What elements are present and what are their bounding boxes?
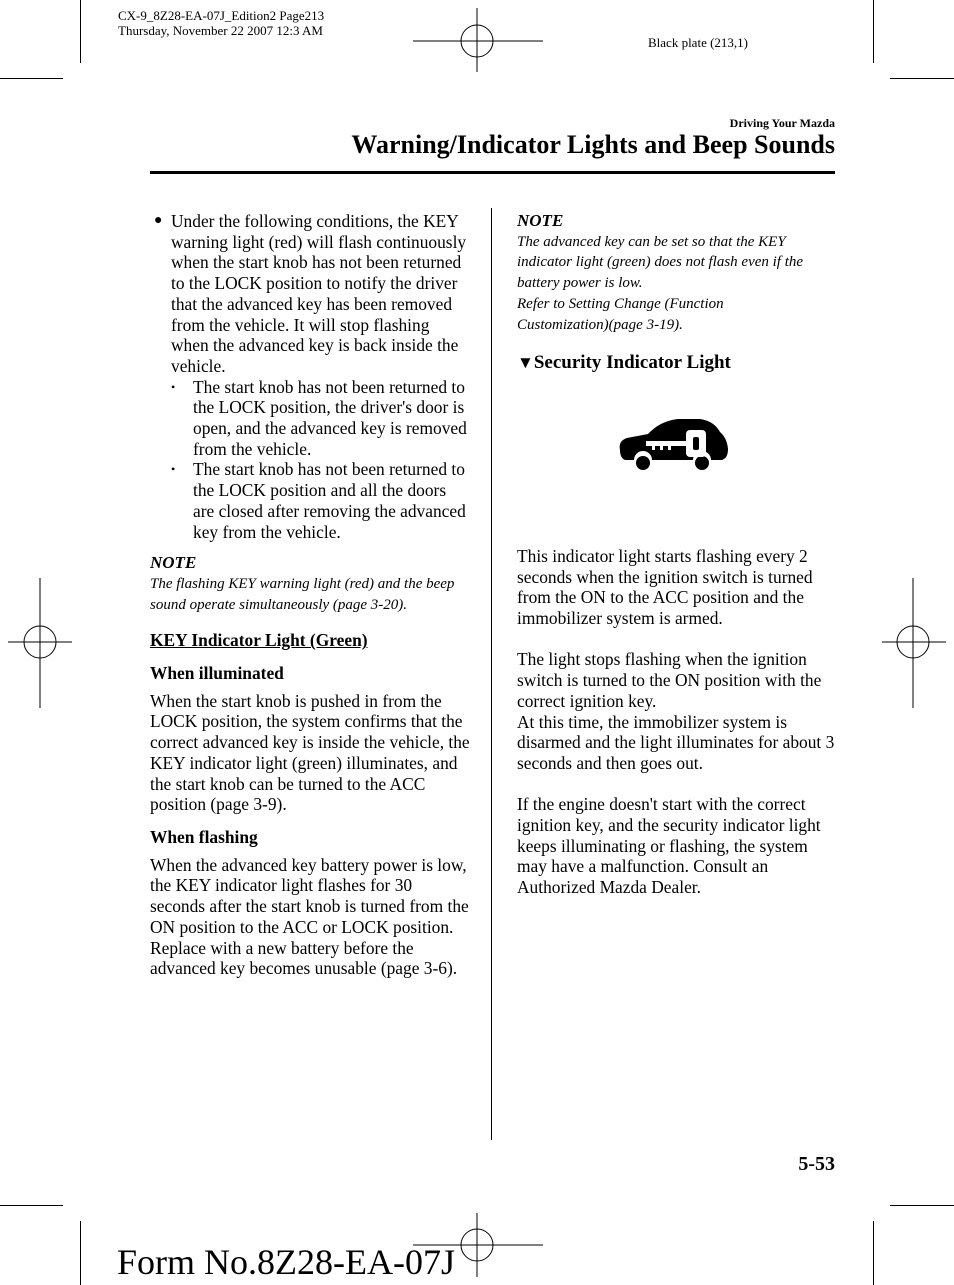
note-title: NOTE xyxy=(517,211,564,230)
print-meta-line2: Thursday, November 22 2007 12:3 AM xyxy=(118,23,323,38)
sub-item-text: The start knob has not been returned to the LOCK position, the driver's door is open, and the advanced key is removed from the vehicle. xyxy=(193,376,467,459)
flashing-paragraph: When the advanced key battery power is low, the KEY indicator light flashes for 30 seconds after the start knob is turned from the ON position to the ACC or LOCK position. Replace with a new battery before the advanced key becomes unusable (page 3-6). xyxy=(150,854,469,979)
crop-mark xyxy=(873,0,874,63)
crop-mark xyxy=(80,1221,81,1285)
sub-item-text: The start knob has not been returned to the LOCK position and all the doors are closed after removing the advanced key from the vehicle. xyxy=(193,459,466,542)
header-rule xyxy=(150,171,835,174)
when-illuminated-heading: When illuminated xyxy=(150,663,284,684)
key-indicator-heading: KEY Indicator Light (Green) xyxy=(150,630,368,651)
icon-area xyxy=(517,374,837,546)
crop-mark xyxy=(890,78,954,79)
sub-item xyxy=(150,459,470,542)
section-label: Driving Your Mazda xyxy=(729,116,835,130)
page-title: Warning/Indicator Lights and Beep Sounds xyxy=(351,130,835,159)
note-text-2: Refer to Setting Change (Function Customization)(page 3-19). xyxy=(517,295,724,333)
bullet-item xyxy=(150,211,470,377)
registration-mark-icon xyxy=(882,578,946,708)
security-heading-text: Security Indicator Light xyxy=(533,352,731,374)
triangle-marker-icon: ▼ xyxy=(517,353,534,373)
bullet-text: Under the following conditions, the KEY warning light (red) will flash continuously when the start knob has not been returned to the LOCK position to notify the driver that the advanced key has been removed from the vehicle. It will stop flashing when the advanced key is back inside the vehicle. xyxy=(171,211,467,376)
page-number: 5-53 xyxy=(798,1153,835,1175)
crop-mark xyxy=(0,1205,63,1206)
print-meta-line1: CX-9_8Z28-EA-07J_Edition2 Page213 xyxy=(118,8,325,23)
print-meta xyxy=(118,8,324,38)
security-paragraph-2b: At this time, the immobilizer system is disarmed and the light illuminates for about 3 seconds and then goes out. xyxy=(517,711,835,773)
crop-mark xyxy=(873,1221,874,1285)
form-number: Form No.8Z28-EA-07J xyxy=(117,1242,455,1282)
left-column xyxy=(150,211,470,979)
bullet-icon: ● xyxy=(154,213,163,228)
plate-label: Black plate (213,1) xyxy=(648,35,748,50)
note-title: NOTE xyxy=(150,553,197,573)
column-divider xyxy=(491,208,492,1140)
registration-mark-icon xyxy=(413,8,543,72)
sub-item xyxy=(150,377,470,460)
security-paragraph-2a: The light stops flashing when the ignition switch is turned to the ON position with the correct ignition key. xyxy=(517,649,822,711)
crop-mark xyxy=(0,78,63,79)
security-paragraph-3: If the engine doesn't start with the correct ignition key, and the security indicator light keeps illuminating or flashing, the system may have a malfunction. Consult an Authorized Mazda Dealer. xyxy=(517,794,821,898)
car-key-icon xyxy=(616,416,730,474)
crop-mark xyxy=(890,1205,954,1206)
note-text: The flashing KEY warning light (red) and the beep sound operate simultaneously (page 3-20). xyxy=(150,575,455,613)
right-column xyxy=(517,211,837,898)
security-paragraph-1: This indicator light starts flashing every 2 seconds when the ignition switch is turned from the ON to the ACC position and the immobilizer system is armed. xyxy=(517,545,813,629)
sub-bullet-icon: • xyxy=(171,462,176,477)
security-heading xyxy=(517,353,837,374)
note-text-1: The advanced key can be set so that the KEY indicator light (green) does not flash even if the battery power is low. xyxy=(517,233,804,292)
when-flashing-heading: When flashing xyxy=(150,826,258,847)
registration-mark-icon xyxy=(8,578,72,708)
sub-bullet-icon: • xyxy=(171,379,176,394)
crop-mark xyxy=(80,0,81,63)
illuminated-paragraph: When the start knob is pushed in from the LOCK position, the system confirms that the correct advanced key is inside the vehicle, the KEY indicator light (green) illuminates, and the start knob can be turned to the ACC position (page 3-9). xyxy=(150,690,470,815)
